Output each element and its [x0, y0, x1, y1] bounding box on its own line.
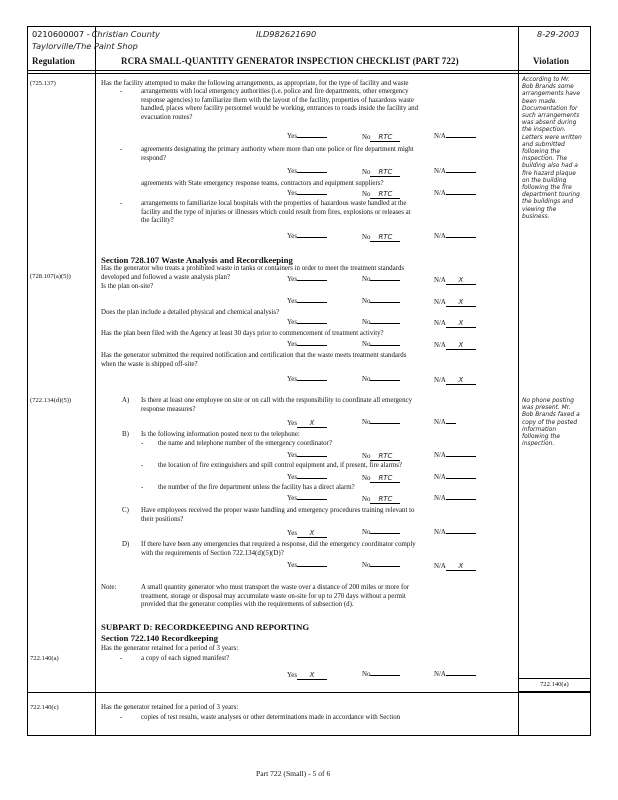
answer-row: N/A X — [434, 341, 476, 350]
block1-b2-l2: respond? — [141, 154, 166, 162]
s107-q1-l1: Has the generator who treats a prohibited waste in tanks or containers in order to meet the treatment standards — [101, 265, 405, 272]
reg-722-140-a: 722.140(a) — [30, 655, 59, 662]
violation-note-1: According to Mr. Bob Brands some arrangements have been made. Documentation for such arrangements was absent during the inspection. Letters were written and submitted following the inspection. The building also had a fire hazard plaque on the building following the fire department touring the buildings and viewing the business. — [522, 77, 582, 220]
answer-row: N/A — [434, 233, 476, 240]
answer-row: No RTC — [362, 452, 400, 461]
answer-row: Yes — [287, 133, 327, 140]
answer-row: Yes — [287, 168, 327, 175]
column-divider-left — [95, 26, 96, 736]
block1-b2-l1: agreements designating the primary authority where more than one police or fire department might — [141, 146, 414, 153]
s134-b-s2: the location of fire extinguishers and spill control equipment and, if present, fire alarms? — [158, 462, 402, 469]
answer-row: Yes — [287, 562, 327, 569]
block1-b1-l2: response agencies) to familiarize them with the layout of the facility, properties of hazardous waste — [141, 96, 414, 104]
section-722-140-heading: Section 722.140 Recordkeeping — [101, 633, 219, 643]
answer-row: Yes X — [287, 529, 327, 538]
answer-row: Yes — [287, 276, 327, 283]
header-divider — [27, 70, 591, 71]
answer-row: Yes — [287, 474, 327, 481]
header-facility-line — [32, 29, 160, 39]
page-footer: Part 722 (Small) - 5 of 6 — [256, 769, 331, 778]
answer-row: N/A — [434, 474, 476, 481]
answer-row: No RTC — [362, 474, 400, 483]
answer-row: No — [362, 419, 400, 426]
answer-row: No RTC — [362, 168, 400, 177]
s134-b-s1: the name and telephone number of the emergency coordinator? — [158, 440, 332, 447]
s107-q5-l1: Has the generator submitted the required notification and certification that the waste meets treatment standards — [101, 352, 407, 359]
section-728-107-heading: Section 728.107 Waste Analysis and Recordkeeping — [101, 255, 293, 265]
s134-c-l1: Have employees received the proper waste handling and emergency procedures training relevant to — [141, 507, 415, 514]
s107-q1-l2: developed and followed a waste analysis plan? — [101, 273, 230, 281]
county: Christian County — [91, 29, 160, 39]
note-l2: treatment, storage or disposal may accumulate waste on-site for up to 270 days without a permit — [141, 592, 406, 600]
answer-row: Yes — [287, 190, 327, 197]
bullet-dash: - — [141, 462, 144, 469]
s107-q4: Has the plan been filed with the Agency at least 30 days prior to commencement of treatment activity? — [101, 330, 384, 337]
note-l3: provided that the generator complies with the requirements of subsection (d). — [141, 601, 354, 609]
answer-row: N/A X — [434, 276, 476, 285]
column-divider-right — [518, 26, 519, 736]
item-c-label: C) — [122, 507, 129, 514]
answer-row: No RTC — [362, 495, 400, 504]
s134-a-l1: Is there at least one employee on site or on call with the responsibility to coordinate all emergency — [141, 397, 413, 404]
answer-row: No — [362, 341, 400, 348]
answer-row: N/A — [434, 452, 476, 459]
reg-725-137: (725.137) — [30, 80, 56, 87]
answer-row: Yes — [287, 452, 327, 459]
answer-row: Yes X — [287, 671, 327, 680]
answer-row: Yes — [287, 495, 327, 502]
block1-b1-l3: handled, places where facility personnel would be working, entrances to roads inside the facility and — [141, 105, 419, 113]
answer-row: No — [362, 319, 400, 326]
row-divider — [27, 692, 591, 693]
subpart-d-q-c-s1: copies of test results, waste analyses or other determinations made in accordance with Section — [141, 714, 401, 721]
subpart-d-q-a: Has the generator retained for a period of 3 years: — [101, 645, 239, 652]
answer-row: N/A — [434, 529, 476, 536]
answer-row: No RTC — [362, 190, 400, 199]
col-violation-header: Violation — [533, 56, 570, 66]
answer-row: N/A X — [434, 298, 476, 307]
s134-c-l2: their positions? — [141, 515, 184, 523]
note-l1: A small quantity generator who must transport the waste over a distance of 200 miles or more for — [141, 584, 410, 591]
answer-row: No — [362, 376, 400, 383]
reg-722-140-c: 722.140(c) — [30, 704, 59, 711]
bullet-dash: - — [141, 484, 144, 491]
answer-row: No — [362, 276, 400, 283]
facility-id: 0210600007 - — [32, 29, 90, 39]
bullet-dash: - — [141, 440, 144, 447]
answer-row: N/A — [434, 495, 476, 502]
answer-row: No RTC — [362, 133, 400, 142]
answer-row: N/A X — [434, 376, 476, 385]
answer-row: No — [362, 671, 400, 678]
block1-b3-l1: agreements with State emergency response teams, contractors and equipment suppliers? — [141, 180, 384, 187]
item-d-label: D) — [122, 541, 130, 548]
bullet-dash: - — [120, 146, 123, 153]
item-b-label: B) — [122, 431, 129, 438]
page-title: RCRA SMALL-QUANTITY GENERATOR INSPECTION CHECKLIST (PART 722) — [121, 56, 459, 66]
block1-b1-l1: arrangements with local emergency authorities (i.e. police and fire departments, other emergency — [141, 88, 409, 95]
answer-row: Yes — [287, 376, 327, 383]
s107-q5-l2: when the waste is shipped off-site? — [101, 360, 198, 368]
block1-b1-l4: evacuation routes? — [141, 113, 193, 121]
answer-row: Yes — [287, 319, 327, 326]
subpart-d-q-a-s1: a copy of each signed manifest? — [141, 655, 230, 662]
reg-728-107: (728.107(a)(5)) — [30, 273, 71, 280]
note-label: Note: — [101, 584, 117, 591]
answer-row: No — [362, 562, 400, 569]
item-a-label: A) — [122, 397, 130, 404]
answer-row: N/A X — [434, 319, 476, 328]
s134-d-l1: If there have been any emergencies that required a response, did the emergency coordinator comply — [141, 541, 416, 548]
answer-row: N/A — [434, 190, 476, 197]
s107-q3: Does the plan include a detailed physical and chemical analysis? — [101, 309, 280, 316]
violation-note-2: No phone posting was present. Mr. Bob Brands faxed a copy of the posted information following the inspection. — [522, 398, 580, 448]
inspection-date: 8-29-2003 — [537, 29, 580, 39]
answer-row: Yes — [287, 233, 327, 240]
s134-a-l2: response measures? — [141, 405, 196, 413]
s134-b-s3: the number of the fire department unless the facility has a direct alarm? — [158, 484, 355, 491]
answer-row: N/A — [434, 419, 456, 426]
answer-row: No RTC — [362, 233, 400, 242]
s107-q2: Is the plan on-site? — [101, 283, 154, 290]
bullet-dash: - — [120, 714, 123, 721]
answer-row: No — [362, 298, 400, 305]
header-bottom-divider — [27, 73, 591, 74]
answer-row: Yes — [287, 341, 327, 348]
answer-row: N/A — [434, 168, 476, 175]
epa-id: ILD982621690 — [256, 29, 317, 39]
violation-722-140-a: 722.140(a) — [540, 681, 569, 688]
subpart-d-q-c: Has the generator retained for a period of 3 years: — [101, 704, 239, 711]
bullet-dash: - — [120, 200, 123, 207]
block1-b4-l3: the facility? — [141, 217, 174, 225]
answer-row: N/A X — [434, 562, 476, 571]
answer-row: N/A — [434, 671, 476, 678]
reg-722-134: (722.134(d)(5)) — [30, 397, 72, 404]
s134-b-l1: Is the following information posted next to the telephone: — [141, 431, 300, 438]
block1-b4-l2: facility and the type of injuries or illnesses which could result from fires, explosions or releases at — [141, 208, 411, 216]
bullet-dash: - — [120, 88, 123, 95]
facility-name: Taylorville/The Paint Shop — [32, 41, 138, 51]
answer-row: Yes X — [287, 419, 327, 428]
block1-b4-l1: arrangements to familiarize local hospitals with the properties of hazardous waste handled at the — [141, 200, 407, 207]
answer-row: No — [362, 529, 400, 536]
answer-row: N/A — [434, 133, 476, 140]
block1-intro: Has the facility attempted to make the following arrangements, as appropriate, for the type of facility and waste — [101, 80, 409, 87]
s134-d-l2: with the requirements of Section 722.134(d)(5)(D)? — [141, 549, 284, 557]
col-regulation-header: Regulation — [32, 56, 76, 66]
bullet-dash: - — [120, 655, 123, 662]
subpart-d-heading: SUBPART D: RECORDKEEPING AND REPORTING — [101, 622, 310, 632]
answer-row: Yes — [287, 298, 327, 305]
